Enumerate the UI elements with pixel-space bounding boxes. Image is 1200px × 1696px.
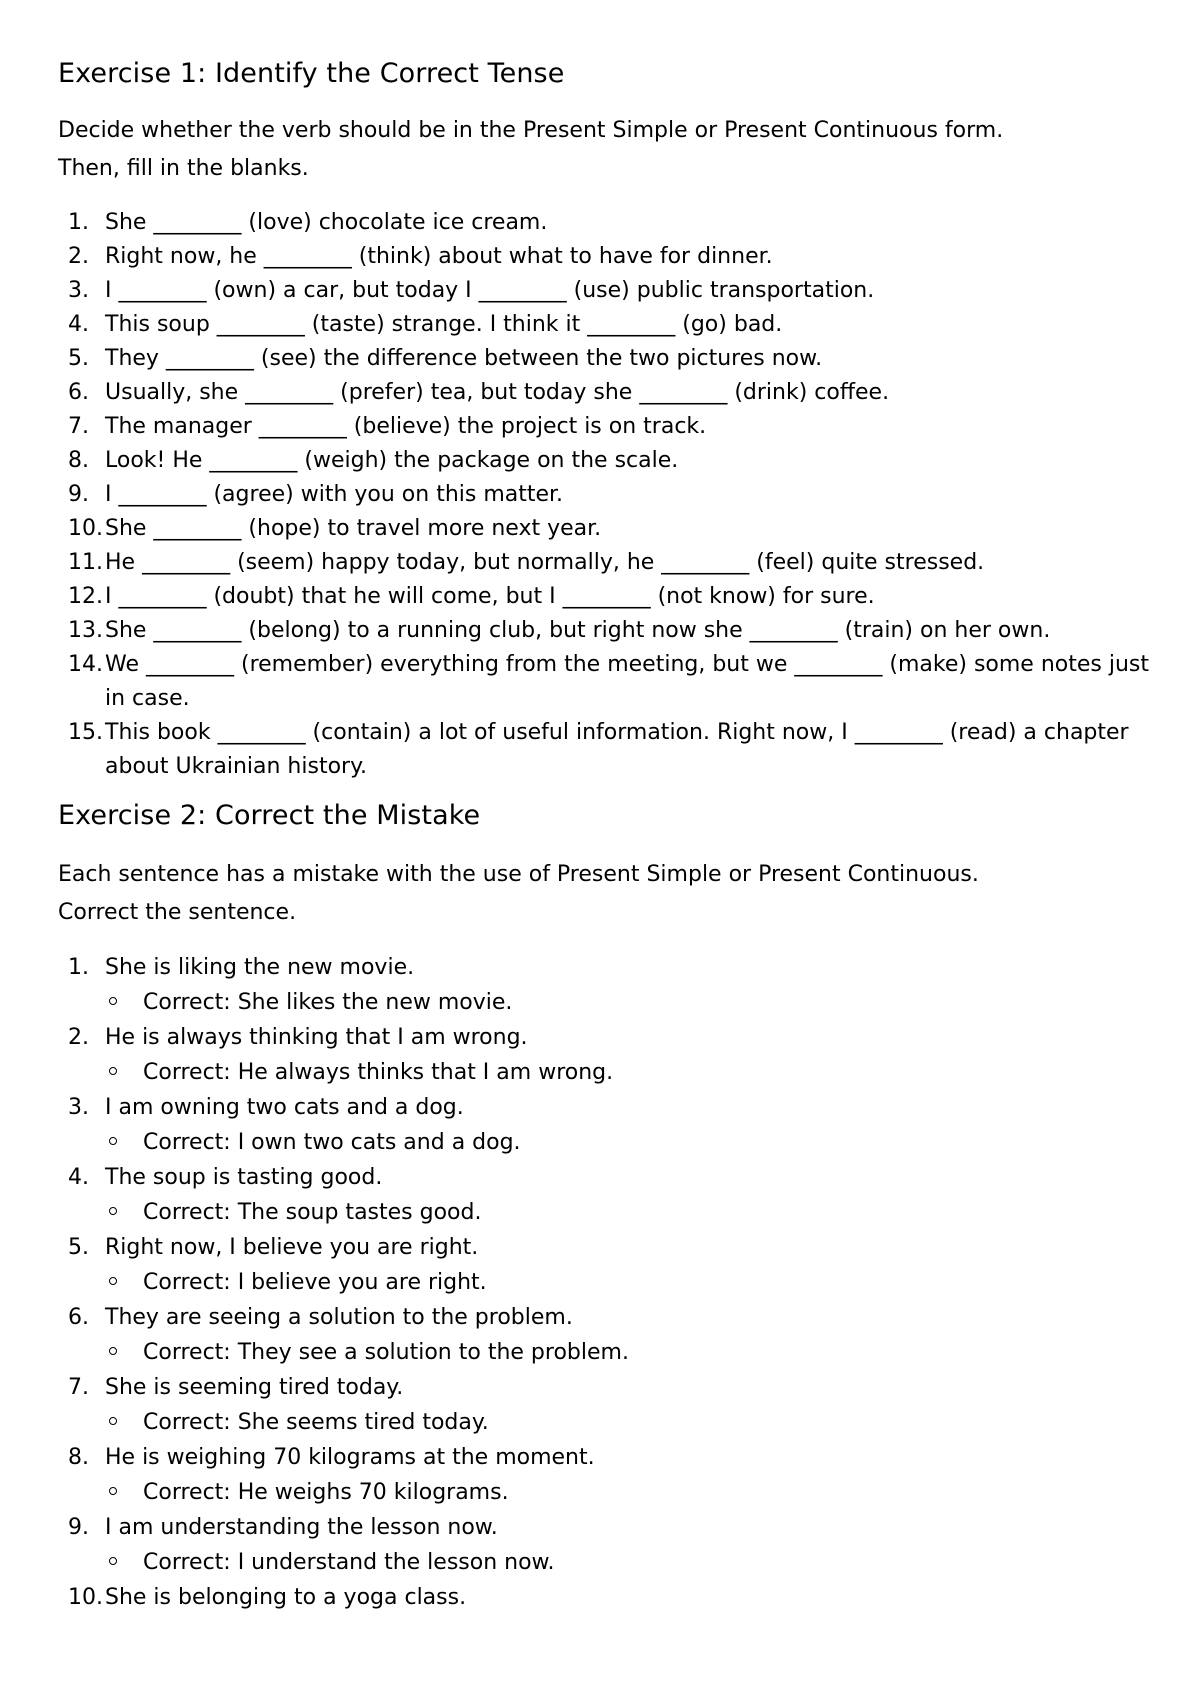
list-item xyxy=(58,376,1158,410)
item-text: They are seeing a solution to the problem. xyxy=(105,1305,573,1330)
list-item xyxy=(58,580,1158,614)
item-text: She is liking the new movie. xyxy=(105,955,415,980)
list-item xyxy=(58,1370,1158,1440)
item-number: 6. xyxy=(68,380,89,405)
list-item xyxy=(58,1580,1158,1615)
list-item xyxy=(58,1020,1158,1090)
item-text: She ________ (love) chocolate ice cream. xyxy=(105,210,548,235)
list-item xyxy=(58,1160,1158,1230)
item-number: 4. xyxy=(68,1165,89,1190)
item-number: 8. xyxy=(68,1445,89,1470)
hollow-bullet-icon xyxy=(109,997,117,1005)
hollow-bullet-icon xyxy=(109,1207,117,1215)
correction-line xyxy=(105,1055,1158,1090)
item-text: The manager ________ (believe) the project is on track. xyxy=(105,414,707,439)
list-item xyxy=(58,512,1158,546)
correction-text: Correct: I understand the lesson now. xyxy=(143,1550,555,1575)
list-item xyxy=(58,342,1158,376)
list-item xyxy=(58,546,1158,580)
correction-text: Correct: He always thinks that I am wrong. xyxy=(143,1060,614,1085)
item-number: 10. xyxy=(68,516,103,541)
correction-line xyxy=(105,1195,1158,1230)
worksheet-page xyxy=(58,52,1158,1615)
item-number: 11. xyxy=(68,550,103,575)
item-text: He is weighing 70 kilograms at the moment. xyxy=(105,1445,595,1470)
item-number: 8. xyxy=(68,448,89,473)
hollow-bullet-icon xyxy=(109,1487,117,1495)
list-item xyxy=(58,1440,1158,1510)
exercise2-instructions xyxy=(58,856,1158,932)
correction-text: Correct: I believe you are right. xyxy=(143,1270,487,1295)
item-text: He ________ (seem) happy today, but normally, he ________ (feel) quite stressed. xyxy=(105,550,985,575)
item-text: Look! He ________ (weigh) the package on the scale. xyxy=(105,448,679,473)
correction-text: Correct: She likes the new movie. xyxy=(143,990,513,1015)
item-number: 10. xyxy=(68,1585,103,1610)
correction-line xyxy=(105,1335,1158,1370)
item-number: 5. xyxy=(68,346,89,371)
exercise2-title: Exercise 2: Correct the Mistake xyxy=(58,800,481,831)
hollow-bullet-icon xyxy=(109,1347,117,1355)
list-item xyxy=(58,444,1158,478)
item-number: 6. xyxy=(68,1305,89,1330)
list-item xyxy=(58,308,1158,342)
list-item xyxy=(58,1510,1158,1580)
item-number: 7. xyxy=(68,414,89,439)
item-text: This book ________ (contain) a lot of useful information. Right now, I ________ (read) a chapter about Ukrainian history. xyxy=(105,720,1129,779)
correction-line xyxy=(105,1125,1158,1160)
list-item xyxy=(58,478,1158,512)
item-number: 12. xyxy=(68,584,103,609)
item-text: She ________ (hope) to travel more next year. xyxy=(105,516,602,541)
hollow-bullet-icon xyxy=(109,1277,117,1285)
exercise1-list xyxy=(58,206,1158,784)
item-text: I ________ (agree) with you on this matter. xyxy=(105,482,564,507)
correction-line xyxy=(105,985,1158,1020)
item-number: 9. xyxy=(68,482,89,507)
list-item xyxy=(58,410,1158,444)
list-item xyxy=(58,274,1158,308)
item-number: 3. xyxy=(68,1095,89,1120)
item-text: I ________ (doubt) that he will come, but I ________ (not know) for sure. xyxy=(105,584,875,609)
correction-line xyxy=(105,1405,1158,1440)
list-item xyxy=(58,716,1158,784)
exercise2-instructions-line1: Each sentence has a mistake with the use of Present Simple or Present Continuous. xyxy=(58,862,979,887)
item-text: The soup is tasting good. xyxy=(105,1165,383,1190)
item-text: I am owning two cats and a dog. xyxy=(105,1095,464,1120)
item-number: 4. xyxy=(68,312,89,337)
item-text: She is seeming tired today. xyxy=(105,1375,404,1400)
item-text: I am understanding the lesson now. xyxy=(105,1515,498,1540)
item-number: 15. xyxy=(68,720,103,745)
item-text: Right now, he ________ (think) about what to have for dinner. xyxy=(105,244,773,269)
hollow-bullet-icon xyxy=(109,1557,117,1565)
list-item xyxy=(58,206,1158,240)
exercise2-instructions-line2: Correct the sentence. xyxy=(58,900,297,925)
correction-text: Correct: They see a solution to the problem. xyxy=(143,1340,629,1365)
item-number: 14. xyxy=(68,652,103,677)
correction-text: Correct: He weighs 70 kilograms. xyxy=(143,1480,509,1505)
item-number: 5. xyxy=(68,1235,89,1260)
correction-text: Correct: The soup tastes good. xyxy=(143,1200,482,1225)
item-number: 2. xyxy=(68,244,89,269)
list-item xyxy=(58,1090,1158,1160)
item-text: She ________ (belong) to a running club, but right now she ________ (train) on her own. xyxy=(105,618,1051,643)
list-item xyxy=(58,614,1158,648)
item-number: 1. xyxy=(68,210,89,235)
exercise2-list xyxy=(58,950,1158,1615)
item-number: 13. xyxy=(68,618,103,643)
item-number: 9. xyxy=(68,1515,89,1540)
item-number: 7. xyxy=(68,1375,89,1400)
item-text: We ________ (remember) everything from the meeting, but we ________ (make) some notes just in case. xyxy=(105,652,1149,711)
exercise1-title: Exercise 1: Identify the Correct Tense xyxy=(58,58,565,89)
hollow-bullet-icon xyxy=(109,1417,117,1425)
correction-text: Correct: I own two cats and a dog. xyxy=(143,1130,521,1155)
item-text: Usually, she ________ (prefer) tea, but today she ________ (drink) coffee. xyxy=(105,380,890,405)
exercise1-instructions xyxy=(58,112,1158,188)
list-item xyxy=(58,1230,1158,1300)
item-number: 3. xyxy=(68,278,89,303)
list-item xyxy=(58,1300,1158,1370)
item-text: Right now, I believe you are right. xyxy=(105,1235,479,1260)
correction-line xyxy=(105,1475,1158,1510)
correction-line xyxy=(105,1265,1158,1300)
item-text: He is always thinking that I am wrong. xyxy=(105,1025,528,1050)
correction-text: Correct: She seems tired today. xyxy=(143,1410,489,1435)
exercise1-instructions-line2: Then, fill in the blanks. xyxy=(58,156,309,181)
item-number: 2. xyxy=(68,1025,89,1050)
exercise1-instructions-line1: Decide whether the verb should be in the Present Simple or Present Continuous form. xyxy=(58,118,1004,143)
correction-line xyxy=(105,1545,1158,1580)
item-number: 1. xyxy=(68,955,89,980)
item-text: She is belonging to a yoga class. xyxy=(105,1585,467,1610)
item-text: I ________ (own) a car, but today I ________ (use) public transportation. xyxy=(105,278,875,303)
list-item xyxy=(58,648,1158,716)
hollow-bullet-icon xyxy=(109,1137,117,1145)
list-item xyxy=(58,950,1158,1020)
list-item xyxy=(58,240,1158,274)
hollow-bullet-icon xyxy=(109,1067,117,1075)
item-text: They ________ (see) the difference between the two pictures now. xyxy=(105,346,823,371)
item-text: This soup ________ (taste) strange. I think it ________ (go) bad. xyxy=(105,312,783,337)
